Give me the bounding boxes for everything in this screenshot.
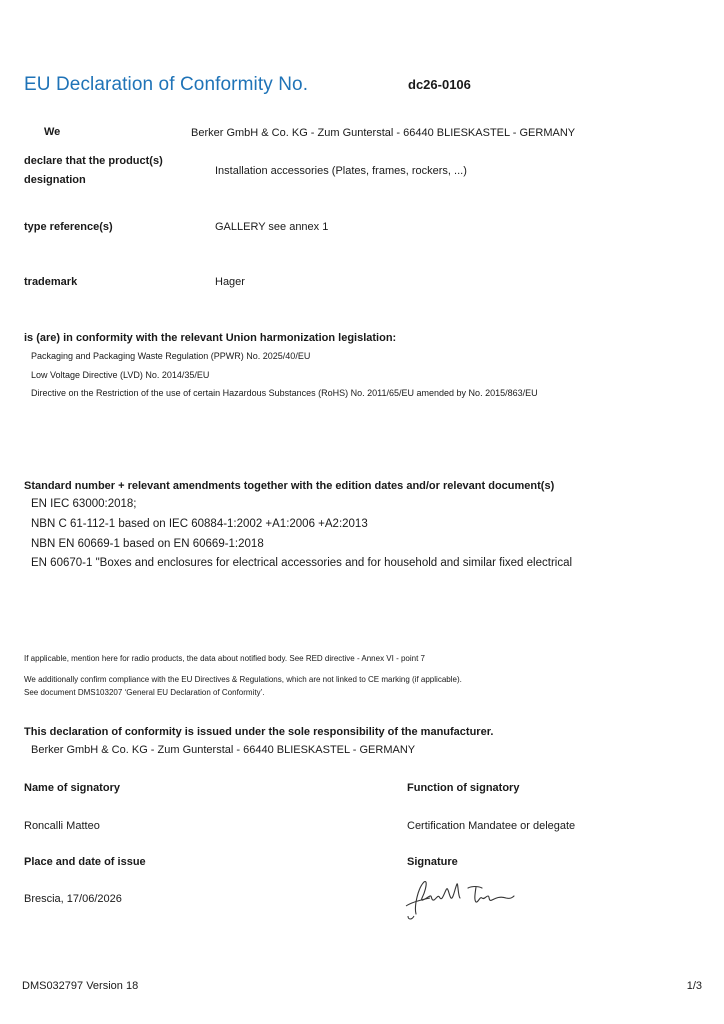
designation-value: Installation accessories (Plates, frames, rockers, ...): [215, 165, 467, 177]
signatory-name: Roncalli Matteo: [24, 820, 100, 832]
responsibility-statement: This declaration of conformity is issued under the sole responsibility of the manufacturer.: [24, 726, 494, 738]
confirm-note-line2: See document DMS103207 ‘General EU Declaration of Conformity’.: [24, 688, 265, 697]
document-version: DMS032797 Version 18: [22, 980, 139, 992]
standard-item: NBN C 61-112-1 based on IEC 60884-1:2002 +A1:2006 +A2:2013: [31, 518, 368, 530]
page-number: 1/3: [686, 980, 702, 992]
confirm-note-line1: We additionally confirm compliance with the EU Directives & Regulations, which are not linked to CE marking (if applicable).: [24, 675, 462, 684]
legislation-item: Packaging and Packaging Waste Regulation (PPWR) No. 2025/40/EU: [31, 351, 311, 361]
legislation-item: Low Voltage Directive (LVD) No. 2014/35/EU: [31, 370, 210, 380]
signatory-name-label: Name of signatory: [24, 782, 120, 794]
handwritten-signature: [402, 876, 520, 924]
legislation-heading: is (are) in conformity with the relevant Union harmonization legislation:: [24, 332, 397, 344]
place-date-value: Brescia, 17/06/2026: [24, 893, 122, 905]
radio-note: If applicable, mention here for radio products, the data about notified body. See RED directive - Annex VI - point 7: [24, 654, 425, 663]
place-date-label: Place and date of issue: [24, 856, 146, 868]
standard-item: NBN EN 60669-1 based on EN 60669-1:2018: [31, 538, 264, 550]
we-label: We: [44, 126, 61, 138]
standards-heading: Standard number + relevant amendments together with the edition dates and/or relevant document(s): [24, 480, 555, 492]
signature-label: Signature: [407, 856, 458, 868]
designation-label-line2: designation: [24, 174, 86, 186]
trademark-label: trademark: [24, 276, 78, 288]
standard-item: EN IEC 63000:2018;: [31, 498, 137, 510]
declarant-company: Berker GmbH & Co. KG - Zum Gunterstal - 66440 BLIESKASTEL - GERMANY: [191, 127, 576, 139]
standard-item: EN 60670-1 "Boxes and enclosures for electrical accessories and for household and similar fixed electrical: [31, 557, 573, 569]
type-reference-label: type reference(s): [24, 221, 113, 233]
responsibility-company: Berker GmbH & Co. KG - Zum Gunterstal - 66440 BLIESKASTEL - GERMANY: [31, 744, 416, 756]
legislation-item: Directive on the Restriction of the use of certain Hazardous Substances (RoHS) No. 2011/65/EU amended by No. 2015/863/EU: [31, 388, 538, 398]
type-reference-value: GALLERY see annex 1: [215, 221, 329, 233]
declaration-number: dc26-0106: [408, 77, 471, 92]
signatory-function: Certification Mandatee or delegate: [407, 820, 576, 832]
page-title: EU Declaration of Conformity No.: [24, 74, 309, 95]
designation-label-line1: declare that the product(s): [24, 155, 163, 167]
signatory-function-label: Function of signatory: [407, 782, 520, 794]
trademark-value: Hager: [215, 276, 245, 288]
